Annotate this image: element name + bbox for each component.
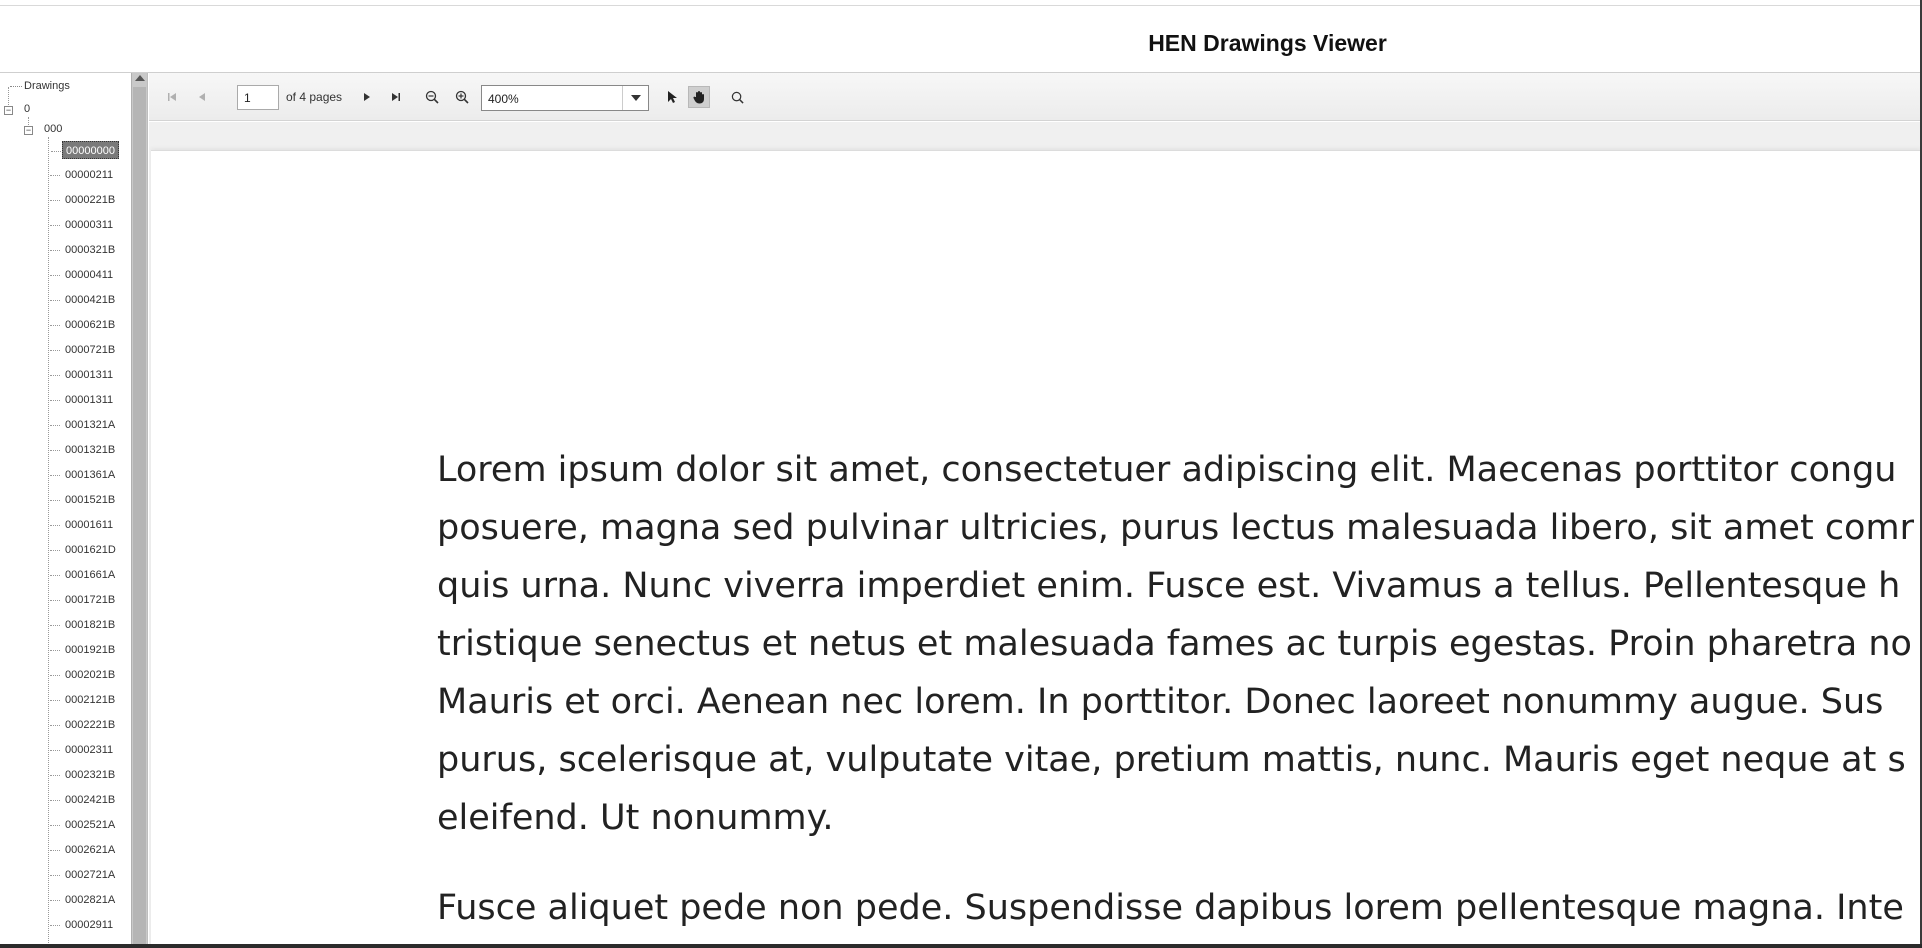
document-paragraph xyxy=(437,879,1904,937)
tree-leaf-item[interactable]: 0000321B xyxy=(62,241,118,259)
tree-leaf-item[interactable]: 0000421B xyxy=(62,291,118,309)
tree-connector xyxy=(8,87,9,107)
tree-leaf-item[interactable]: 00001311 xyxy=(62,391,116,409)
document-line: Lorem ipsum dolor sit amet, consectetuer adipiscing elit. Maecenas porttitor congu xyxy=(437,450,1897,490)
next-page-icon xyxy=(362,92,372,102)
collapse-icon[interactable]: − xyxy=(5,105,12,115)
document-line: purus, scelerisque at, vulputate vitae, pretium mattis, nunc. Mauris eget neque at s xyxy=(437,740,1906,780)
page-number-input[interactable]: 1 xyxy=(237,85,279,110)
tree-leaf-item[interactable]: 0002321B xyxy=(62,766,118,784)
pointer-icon xyxy=(666,90,678,104)
zoom-level-value[interactable]: 400% xyxy=(488,92,519,106)
tree-leaf-item[interactable]: 0001661A xyxy=(62,566,118,584)
pan-hand-icon xyxy=(692,90,706,104)
document-line: Mauris et orci. Aenean nec lorem. In porttitor. Donec laoreet nonummy augue. Sus xyxy=(437,682,1884,722)
tree-leaf-item[interactable]: 0001361A xyxy=(62,466,118,484)
tree-scrollbar[interactable] xyxy=(131,73,147,944)
tree-leaf-item[interactable]: 0002021B xyxy=(62,666,118,684)
last-page-button[interactable] xyxy=(385,86,407,108)
tree-leaf-item[interactable]: 0002421B xyxy=(62,791,118,809)
tree-leaf-item[interactable]: 0000221B xyxy=(62,191,118,209)
tree-leaf-item[interactable]: 0002821A xyxy=(62,891,118,909)
tree-leaf-item[interactable]: 00001311 xyxy=(62,366,116,384)
zoom-out-icon xyxy=(425,90,439,104)
tree-leaf-item[interactable]: 0001621D xyxy=(62,541,119,559)
tree-leaf-item[interactable]: 00000000 xyxy=(62,141,119,159)
tree-leaf-item[interactable]: 00001611 xyxy=(62,516,116,534)
tree-node-0[interactable]: 0 xyxy=(24,103,31,115)
document-viewport[interactable] xyxy=(149,122,1920,944)
scrollbar-thumb[interactable] xyxy=(133,87,146,944)
zoom-level-dropdown[interactable] xyxy=(481,85,649,111)
pan-tool-button[interactable] xyxy=(688,86,710,108)
page-count-label: of 4 pages xyxy=(286,90,343,104)
document-paragraph xyxy=(437,441,1914,847)
previous-page-button[interactable] xyxy=(191,86,213,108)
zoom-dropdown-button[interactable] xyxy=(622,86,648,110)
viewer-toolbar xyxy=(149,73,1920,121)
tree-leaf-item[interactable]: 00000411 xyxy=(62,266,116,284)
tree-leaf-item[interactable]: 0002621A xyxy=(62,841,118,859)
app-header xyxy=(0,5,1920,73)
document-page[interactable] xyxy=(151,150,1920,944)
tree-leaf-item[interactable]: 00000211 xyxy=(62,166,116,184)
document-line: posuere, magna sed pulvinar ultricies, purus lectus malesuada libero, sit amet comr xyxy=(437,508,1914,548)
tree-leaf-item[interactable]: 0001321A xyxy=(62,416,118,434)
first-page-button[interactable] xyxy=(161,86,183,108)
zoom-out-button[interactable] xyxy=(421,86,443,108)
tree-leaf-item[interactable]: 0001321B xyxy=(62,441,118,459)
document-line: quis urna. Nunc viverra imperdiet enim. Fusce est. Vivamus a tellus. Pellentesque h xyxy=(437,566,1901,606)
tree-leaf-item[interactable]: 0000721B xyxy=(62,341,118,359)
tree-leaf-item[interactable]: 0001521B xyxy=(62,491,118,509)
tree-leaf-item[interactable]: 0002521A xyxy=(62,816,118,834)
find-button[interactable] xyxy=(726,86,748,108)
document-line: tristique senectus et netus et malesuada fames ac turpis egestas. Proin pharetra no xyxy=(437,624,1912,664)
app-title: HEN Drawings Viewer xyxy=(1148,30,1387,56)
pointer-tool-button[interactable] xyxy=(661,86,683,108)
zoom-in-icon xyxy=(455,90,469,104)
tree-leaf-item[interactable]: 00002911 xyxy=(62,916,116,934)
next-page-button[interactable] xyxy=(356,86,378,108)
tree-leaf-item[interactable]: 0001921B xyxy=(62,641,118,659)
zoom-in-button[interactable] xyxy=(451,86,473,108)
collapse-icon[interactable]: − xyxy=(25,125,32,135)
tree-leaf-item[interactable]: 0002221B xyxy=(62,716,118,734)
previous-page-icon xyxy=(197,92,207,102)
document-line: Fusce aliquet pede non pede. Suspendisse dapibus lorem pellentesque magna. Inte xyxy=(437,888,1904,928)
first-page-icon xyxy=(167,92,177,102)
tree-leaf-item[interactable]: 0001721B xyxy=(62,591,118,609)
tree-connector xyxy=(48,137,49,944)
tree-leaf-item[interactable]: 00002311 xyxy=(62,741,116,759)
tree-leaf-item[interactable]: 0002721A xyxy=(62,866,118,884)
tree-leaf-item[interactable]: 0000621B xyxy=(62,316,118,334)
tree-root-drawings[interactable]: Drawings xyxy=(24,77,70,95)
last-page-icon xyxy=(391,92,401,102)
search-icon xyxy=(731,91,744,104)
tree-leaf-item[interactable]: 00000311 xyxy=(62,216,116,234)
chevron-down-icon xyxy=(631,95,641,101)
taskbar-strip xyxy=(0,944,1922,948)
scroll-up-icon[interactable] xyxy=(135,75,145,81)
tree-leaf-item[interactable]: 0002121B xyxy=(62,691,118,709)
tree-node-000[interactable]: 000 xyxy=(44,123,63,135)
tree-leaf-item[interactable]: 0001821B xyxy=(62,616,118,634)
drawings-tree-panel[interactable] xyxy=(0,73,148,944)
document-line: eleifend. Ut nonummy. xyxy=(437,798,834,838)
